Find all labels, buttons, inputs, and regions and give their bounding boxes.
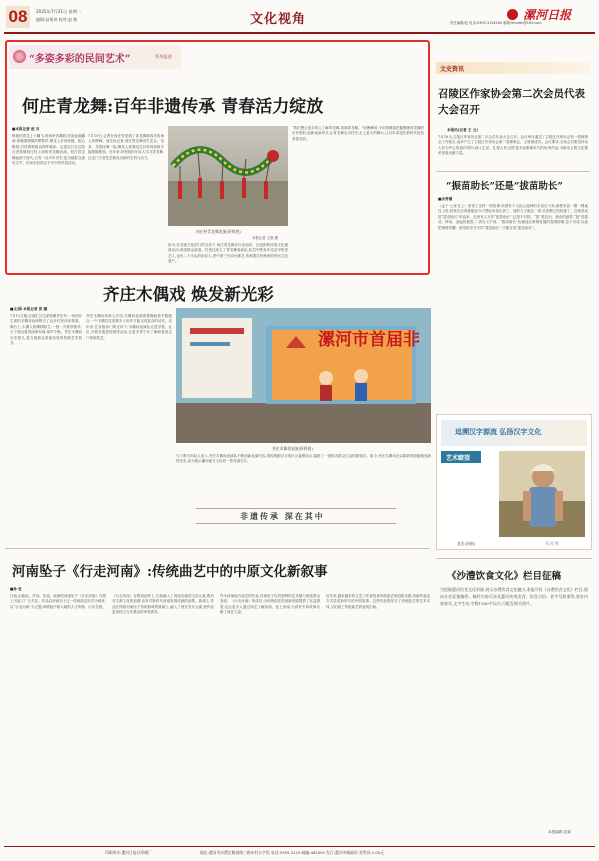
story1-col4: “我们想让更多的人了解青龙舞,喜欢青龙舞。”何俊峰说,今后将继续挖掘整理青龙舞的历史资料,创新表演形式,让青龙舞走出村庄,走上更大的舞台,让百年非遗在新时代绽放青春光彩。 (292, 126, 424, 141)
story1-headline: 何庄青龙舞:百年非遗传承 青春活力绽放 (22, 97, 324, 117)
story3-top-rule (5, 548, 430, 549)
page-header (0, 0, 599, 36)
banner-flower-icon (13, 50, 26, 63)
notice-top-rule (436, 558, 592, 559)
story2-headline: 齐庄木偶戏 焕发新光彩 (103, 285, 274, 304)
brand-seal-icon (507, 9, 518, 20)
story3-byline: ■孙 杜 (10, 587, 22, 591)
story2-col2: 齐庄木偶戏传承人介绍,木偶戏表演需要操纵者手眼配合,一个木偶往往需要多人协作才能完成复杂的动作。近年来,在各级部门的支持下,木偶戏表演队走进学校、社区,开展非遗进校园等活动,让更多青少年了解和喜爱这门传统技艺。 (86, 314, 172, 340)
art-box-title (441, 420, 587, 446)
brand-sub: 责任编辑/赵 电话:0395-3134000 邮箱:lhrbrbh@163.com (450, 21, 542, 25)
story1-photo (168, 126, 288, 226)
art-box-label-text: 艺术瞭望 (446, 455, 471, 462)
sidebar-news-text: 7月16日,召陵区作家协会第二次会员代表大会召开。会议审议通过了召陵区作家协会第一届理事会工作报告,选举产生了召陵区作家协会第二届理事会、主席团成员。会议要求,全体会员要坚持以人民为中心的创作导向,深入生活、扎根人民,创作更多讴歌新时代的优秀作品,为推动召陵文化繁荣发展贡献力量。 (438, 135, 588, 156)
story1-col1: 鲜艳的青龙上下翻飞,时而昂首腾跃,时而盘旋翻滚,伴随着铿锵的锣鼓声,舞龙人步伐矫健、配合默契,引得围观群众阵阵喝彩。这是近日在召陵区老窝镇何庄村上演的青龙舞表演。何庄青龙舞起源于清代,已有一百多年历史,是当地群众逢年过节、庆祝丰收时必不可少的民俗活动。 (12, 134, 85, 166)
footer-rule (4, 846, 595, 847)
farmer-painting (499, 451, 585, 537)
story3-headline: 河南坠子《行走河南》:传统曲艺中的中原文化新叙事 (12, 564, 328, 580)
story2-col1: 7月12日晚,在源汇区空冢郭镇齐庄村,一场别开生面的木偶戏表演吸引了众多村民前来观看。舞台上,木偶人物栩栩如生,一招一式惟妙惟肖,台下观众看得津津有味,掌声不断。齐庄木偶戏历史悠久,是当地群众喜闻乐见的传统艺术形式。 (10, 314, 82, 346)
sidebar-essay-text: 《孟子·公孙丑上》里讲了这样一则故事:宋国有个人担心他种的禾苗长不高,就把禾苗一棵一棵地往上拔,回家后还得意地说今天帮助禾苗长高了。他的儿子跑去一看,禾苗都已经枯萎了。这就是成语“拔苗助长”的由来。近来有人写作“振苗助长”,这是不对的。“拔”是拉出、抽出的意思,“振”是摇动、挥动、奋起的意思,二者含义不同。“拔苗助长”比喻违反事物发展的客观规律,急于求成,反而把事情弄糟。使用时应当写作“拔苗助长”,不能写成“振苗助长”。 (438, 204, 588, 230)
column-banner (9, 45, 181, 69)
notice-title: 《沙澧饮食文化》栏目征稿 (447, 571, 562, 582)
art-box-label (441, 451, 481, 463)
dragon-dance-photo (168, 126, 288, 226)
art-box-caption: 老农(油画) (457, 541, 476, 546)
story1-byline: ■本报记者 赵 吉 (12, 127, 40, 131)
feichan-banner-text: 非遗传承 深在其中 (240, 511, 325, 521)
sidebar-news-label-text: 文史资讯 (440, 66, 465, 73)
banner-tag: 系列报道 (155, 54, 172, 59)
story3-col4: 近年来,越来越多的文艺工作者投身传统曲艺的创新实践,用新的表达方式讲述新时代的中原故事。这些作品既坚守了传统曲艺的艺术本体,又拓展了传统曲艺的表现空间。 (326, 594, 430, 609)
feichan-banner (196, 508, 396, 524)
oil-painting (499, 451, 585, 537)
page-number: 08 (6, 6, 30, 28)
story1-col3: 如今,在各级文化部门的支持下,何庄青龙舞多次参加市、区组织的民俗文化展演活动,深受群众欢迎。村里还成立了青龙舞表演队,队员中既有年过花甲的老艺人,也有二十出头的年轻人,老中青三代同台献艺,传承着这份珍贵的民间文化遗产。 (168, 243, 288, 264)
story1-photo-caption: 何庄村青龙舞表演(资料图) (196, 229, 241, 234)
story1-photo-credit: 本报记者 王晨 摄 (252, 236, 278, 240)
sidebar-divider (436, 171, 590, 172)
sidebar-news-headline: 召陵区作家协会第二次会员代表大会召开 (438, 88, 585, 116)
story2-photo-caption: 齐庄木偶戏表演(资料图) (272, 446, 313, 451)
story3-col1: 日前,由曲谣、作词、作曲、表演的河南坠子《行走河南》在网上引起了广泛关注。作品以河南坠子这一传统曲艺形式为载体,以“行走河南”为主题,串联起中原大地的人文风物、山川名胜。 (10, 594, 106, 609)
story3-col2: 《行走河南》在唱词创作上,巧妙融入了河南各地的文化元素,既有对古都文化的追溯,也有对新时代河南发展成就的讴歌。曲调上,作品在保留河南坠子传统韵味的基础上,融入了现代音乐元素,使作品更加符合当代观众的审美需求。 (112, 594, 214, 615)
sidebar-essay-headline: “振苗助长”还是“拔苗助长” (446, 181, 563, 192)
story2-sign-text: 漯河市首届非 (318, 330, 420, 350)
art-box-credit: 马 可 作 (545, 541, 559, 546)
editor-line: 编辑:赵瑶玥 校对:赵 敏 (36, 17, 78, 22)
footer-left: 印刷单位:漯河日报社印刷厂 (105, 850, 152, 855)
sidebar-essay-byline: ■余秀谦 (438, 197, 453, 201)
section-title: 文化视角 (250, 12, 307, 27)
art-box (436, 414, 592, 550)
story3-col3: 作为河南地方曲艺的代表,河南坠子以其独特的艺术魅力深受群众喜爱。《行走河南》的成功,为传统曲艺的创新发展提供了有益借鉴,也让更多人通过曲艺了解河南、爱上河南,为讲好中原故事贡献了曲艺力量。 (220, 594, 320, 615)
story2-byline: ■文/图 本报记者 张 娜 (10, 307, 48, 311)
banner-title: “多姿多彩的民间艺术” (29, 54, 131, 65)
story2-col3: 为了吸引年轻人加入,齐庄木偶戏表演队不断创新表演内容,将传统剧目与现代元素相结合,编排了一批贴近群众生活的新剧目。如今,齐庄木偶戏正以崭新的面貌焕发新的光彩,成为展示漯河地方文化的一张亮丽名片。 (176, 454, 431, 464)
brand-name: 漯河日报 (523, 8, 572, 22)
footer-right: 地址:漯河市沙澧区解放路三路东村五字段 电话:0395-3119 邮编:462000 发行:漯河市邮政局 零售价:1.00元 (200, 850, 384, 855)
art-box-title-text: 追溯汉字源流 弘扬汉字文化 (455, 427, 542, 436)
date-line: 2025年7月21日 星期一 (36, 9, 82, 14)
sidebar-news-label (436, 62, 590, 74)
notice-text: 为挖掘漯河饮食文化资源,展示沙澧饮食文化魅力,本报开设《沙澧饮食文化》栏目,面向社会征集稿件。稿件内容可涉及漯河传统美食、饮食习俗、老字号故事等,要求内容真实,文字生动,字数1500字以内,可配发相关图片。 (440, 587, 588, 606)
sidebar-news-byline: 本报讯(记者 王 云) (447, 128, 478, 132)
header-rule (4, 32, 595, 34)
story1-col2: 7月19日,记者在何庄村见到了青龙舞第四代传承人何俊峰。他告诉记者,何庄青龙舞讲究龙头、龙身、龙尾协调一致,舞龙人需要经过长时间训练才能掌握要领。近年来,村里组织年轻人学习青龙舞,让这门古老技艺焕发出新的生机与活力。 (88, 134, 164, 160)
notice-footer: 本报编辑 赵斌 (548, 830, 571, 834)
